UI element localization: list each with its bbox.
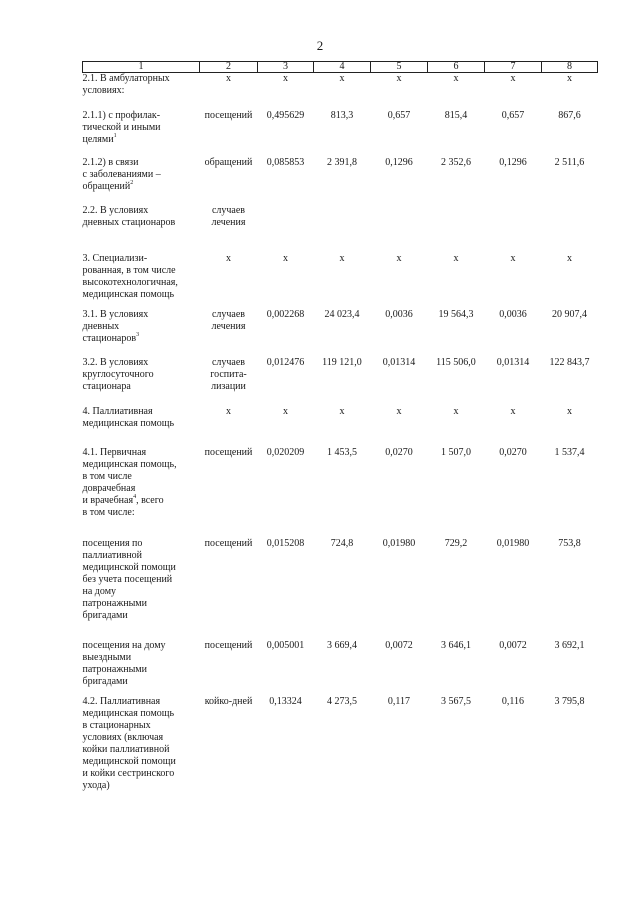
row-label: [83, 357, 200, 406]
row-label: [83, 406, 200, 447]
value-cell: 3 692,1: [554, 639, 585, 651]
value-cell: 0,005001: [266, 639, 305, 651]
value-cell: [428, 205, 485, 253]
row-label-line: 4. Паллиативная: [82, 405, 153, 417]
row-label-line: патронажными: [82, 597, 147, 609]
data-table: [82, 61, 598, 796]
table-row: [83, 357, 598, 406]
value-cell: 0,116: [501, 695, 525, 707]
value-cell: 0,0270: [385, 446, 413, 458]
unit-cell: посещений: [204, 446, 253, 458]
row-label: [83, 640, 200, 696]
row-label-line: 2.2. В условиях: [82, 204, 149, 216]
value-cell: x: [339, 73, 345, 84]
row-label-line: в том числе: [82, 470, 132, 482]
row-label-line: медицинская помощь: [82, 417, 175, 429]
footnote-marker: 2: [130, 179, 134, 186]
value-cell: 0,0072: [385, 639, 413, 651]
value-cell: x: [510, 73, 516, 84]
table-body: [83, 73, 598, 796]
row-label-line: доврачебная: [82, 482, 136, 494]
row-label-line: и койки сестринского: [82, 767, 175, 779]
row-label-line: без учета посещений: [82, 573, 173, 585]
footnote-marker: 4: [133, 493, 137, 500]
row-label-tail: , всего: [136, 494, 164, 506]
table-row: [83, 538, 598, 640]
unit-cell: [200, 507, 258, 538]
row-label-line: 3. Специализи-: [82, 252, 148, 264]
value-cell: 0,01980: [382, 537, 416, 549]
value-cell: 0,0072: [499, 639, 527, 651]
row-label-line: высокотехнологичная,: [82, 276, 178, 288]
unit-cell: x: [226, 73, 231, 84]
value-cell: 122 843,7: [549, 356, 590, 368]
table-row: [83, 73, 598, 110]
value-cell: 2 511,6: [554, 156, 585, 168]
table-row: [83, 157, 598, 205]
value-cell: x: [567, 252, 572, 264]
table-row: [83, 406, 598, 447]
value-cell: [542, 507, 598, 538]
row-label-line: бригадами: [82, 675, 128, 687]
row-label-line: в стационарных: [82, 719, 151, 731]
value-cell: x: [339, 405, 345, 417]
value-cell: 0,012476: [266, 356, 305, 368]
unit-cell: случаев лечения: [211, 308, 246, 332]
table-row: [83, 696, 598, 796]
footnote-marker: 1: [113, 132, 117, 139]
row-label-line: целями: [82, 133, 114, 145]
value-cell: 0,0036: [499, 308, 527, 320]
value-cell: 815,4: [444, 109, 468, 121]
value-cell: [542, 205, 598, 253]
row-label-line: условиях (включая: [82, 731, 164, 743]
value-cell: [371, 507, 428, 538]
row-label-line: медицинской помощи: [82, 755, 176, 767]
value-cell: [428, 507, 485, 538]
unit-cell: случаев госпита- лизации: [210, 356, 247, 392]
value-cell: [258, 205, 314, 253]
value-cell: [314, 205, 371, 253]
value-cell: x: [396, 252, 402, 264]
value-cell: 2 391,8: [327, 156, 357, 168]
column-header: 3: [258, 62, 314, 73]
unit-cell: x: [226, 405, 231, 417]
table-row: [83, 507, 598, 538]
value-cell: 0,01314: [382, 356, 416, 368]
row-label: [83, 253, 200, 309]
table-row: [83, 309, 598, 357]
value-cell: 119 121,0: [322, 356, 362, 368]
row-label-line: посещения на дому: [82, 639, 166, 651]
row-label-line: с заболеваниями –: [82, 168, 161, 180]
row-label: [83, 696, 200, 796]
value-cell: 115 506,0: [436, 356, 476, 368]
column-header: 7: [485, 62, 542, 73]
value-cell: [258, 507, 314, 538]
value-cell: 3 795,8: [554, 695, 585, 707]
row-label-line: условиях:: [82, 85, 125, 96]
unit-cell: обращений: [204, 156, 253, 168]
value-cell: 0,002268: [266, 308, 305, 320]
value-cell: 813,3: [330, 109, 354, 121]
column-header: 8: [542, 62, 598, 73]
value-cell: 0,0036: [385, 308, 413, 320]
row-label-line: паллиативной: [82, 549, 143, 561]
value-cell: x: [567, 73, 572, 84]
value-cell: 0,1296: [385, 156, 413, 168]
value-cell: 0,495629: [266, 109, 305, 121]
value-cell: 729,2: [444, 537, 468, 549]
row-label-line: в том числе:: [82, 506, 135, 518]
row-label: [83, 309, 200, 357]
value-cell: 3 646,1: [441, 639, 471, 651]
value-cell: 1 537,4: [554, 446, 585, 458]
value-cell: 0,657: [501, 109, 525, 121]
row-label-line: бригадами: [82, 609, 128, 621]
header-row: [83, 62, 598, 73]
row-label: [83, 507, 200, 538]
footnote-marker: 3: [136, 331, 140, 338]
row-label-line: 2.1.2) в связи: [82, 156, 139, 168]
row-label-line: 2.1. В амбулаторных: [82, 73, 170, 84]
value-cell: 0,657: [387, 109, 411, 121]
value-cell: [371, 205, 428, 253]
value-cell: 19 564,3: [438, 308, 474, 320]
row-label: [83, 447, 200, 507]
row-label: [83, 110, 200, 157]
value-cell: x: [567, 405, 572, 417]
value-cell: x: [453, 73, 459, 84]
value-cell: 2 352,6: [441, 156, 471, 168]
row-label: [83, 538, 200, 640]
value-cell: 20 907,4: [552, 308, 587, 320]
value-cell: 1 453,5: [327, 446, 357, 458]
value-cell: x: [453, 405, 459, 417]
value-cell: x: [339, 252, 345, 264]
unit-cell: посещений: [204, 109, 253, 121]
row-label: [83, 205, 200, 253]
value-cell: 0,01980: [496, 537, 530, 549]
column-header: 1: [83, 62, 200, 73]
row-label-line: дневных стационаров: [82, 216, 176, 228]
row-label-line: медицинская помощь,: [82, 458, 177, 470]
value-cell: 3 669,4: [327, 639, 357, 651]
unit-cell: x: [226, 252, 231, 264]
row-label-line: медицинская помощь: [82, 707, 175, 719]
table-row: [83, 640, 598, 696]
row-label-line: 3.2. В условиях: [82, 356, 149, 368]
value-cell: 0,015208: [266, 537, 305, 549]
value-cell: 0,13324: [269, 695, 302, 707]
row-label-line: патронажными: [82, 663, 147, 675]
value-cell: 0,0270: [499, 446, 527, 458]
row-label-line: стационаров: [82, 332, 137, 344]
value-cell: x: [283, 73, 288, 84]
value-cell: x: [396, 405, 402, 417]
row-label-line: медицинской помощи: [82, 561, 176, 573]
value-cell: 4 273,5: [327, 695, 357, 707]
value-cell: x: [510, 405, 516, 417]
row-label-line: круглосуточного: [82, 368, 154, 380]
table-row: [83, 205, 598, 253]
value-cell: 0,117: [387, 695, 411, 707]
value-cell: 1 507,0: [441, 446, 471, 458]
value-cell: x: [510, 252, 516, 264]
row-label: [83, 157, 200, 205]
value-cell: 0,01314: [496, 356, 530, 368]
row-label-line: обращений: [82, 180, 131, 192]
row-label-line: 4.1. Первичная: [82, 446, 147, 458]
row-label-line: ухода): [82, 779, 110, 791]
row-label-line: тической и иными: [82, 121, 161, 133]
unit-cell: случаев лечения: [211, 204, 246, 228]
value-cell: 0,1296: [499, 156, 527, 168]
value-cell: [485, 205, 542, 253]
value-cell: x: [283, 405, 288, 417]
value-cell: x: [396, 73, 402, 84]
value-cell: 3 567,5: [441, 695, 471, 707]
column-header: 2: [200, 62, 258, 73]
value-cell: x: [453, 252, 459, 264]
row-label-line: рованная, в том числе: [82, 264, 176, 276]
row-label-line: медицинская помощь: [82, 288, 175, 300]
value-cell: 753,8: [558, 537, 581, 549]
column-header: 6: [428, 62, 485, 73]
value-cell: 24 023,4: [324, 308, 360, 320]
table-row: [83, 447, 598, 507]
unit-cell: посещений: [204, 537, 253, 549]
value-cell: 724,8: [330, 537, 354, 549]
column-header: 4: [314, 62, 371, 73]
value-cell: 0,085853: [266, 156, 305, 168]
unit-cell: койко-дней: [204, 695, 253, 707]
value-cell: 867,6: [558, 109, 581, 121]
value-cell: [485, 507, 542, 538]
table-row: [83, 110, 598, 157]
table-row: [83, 253, 598, 309]
row-label-line: 2.1.1) с профилак-: [82, 109, 161, 121]
row-label-line: посещения по: [82, 537, 143, 549]
row-label-line: стационара: [82, 380, 131, 392]
row-label-line: дневных: [82, 320, 120, 332]
value-cell: 0,020209: [266, 446, 305, 458]
row-label-line: койки паллиативной: [82, 743, 170, 755]
row-label-line: на дому: [82, 585, 117, 597]
row-label-line: выездными: [82, 651, 132, 663]
page-number: 2: [316, 38, 324, 53]
unit-cell: посещений: [204, 639, 253, 651]
value-cell: [314, 507, 371, 538]
value-cell: x: [283, 252, 288, 264]
row-label: [83, 73, 200, 110]
row-label-line: и врачебная: [82, 494, 134, 506]
row-label-line: 4.2. Паллиативная: [82, 695, 161, 707]
column-header: 5: [371, 62, 428, 73]
row-label-line: 3.1. В условиях: [82, 308, 149, 320]
